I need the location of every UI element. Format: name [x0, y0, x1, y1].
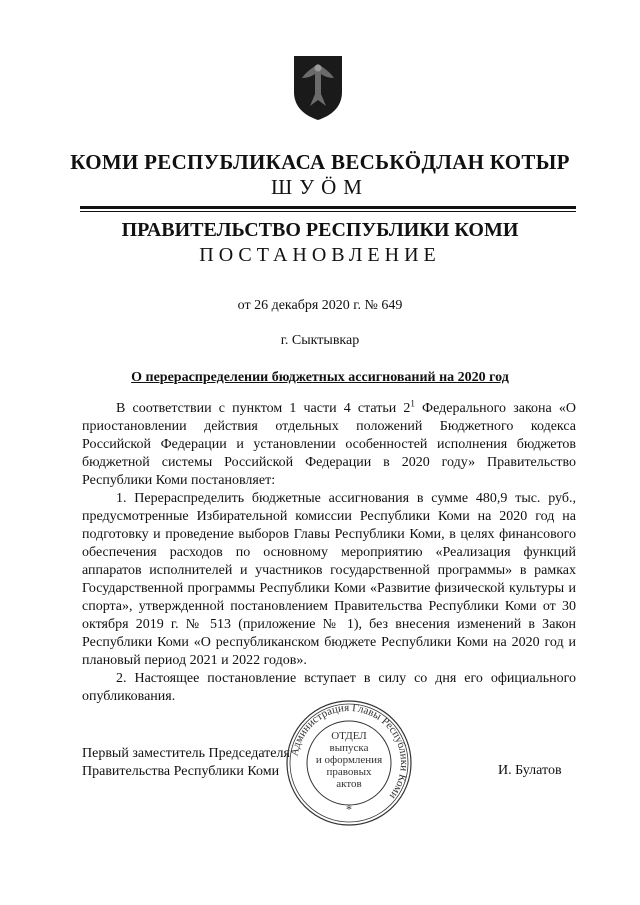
stamp-star-mark: *: [346, 802, 352, 816]
article-superscript: 1: [410, 398, 415, 409]
body-paragraph-preamble: В соответствии с пунктом 1 части 4 статьи $2^1$ Федерального закона «О приостановлении действия отдельных положений Бюджетного кодекса Российской Федерации и установлении особенностей исполнения бюджетов бюджетной системы Российской Федерации в 2020 году» Правительство Республики Коми постановляет:: [82, 398, 577, 488]
header-divider-thick: [80, 206, 576, 209]
document-subject: О перераспределении бюджетных ассигнований на 2020 год: [131, 370, 509, 385]
signatory-name: И. Булатов: [498, 763, 562, 778]
signatory-position: Первый заместитель Председателя Правительства Республики Коми: [82, 746, 290, 779]
stamp-center-line: и оформления: [315, 754, 383, 766]
document-dateline: от 26 декабря 2020 г. № 649: [237, 298, 403, 313]
body-paragraph-item-1: 1. Перераспределить бюджетные ассигнования в сумме 480,9 тыс. руб., предусмотренные Избирательной комиссии Республики Коми на 2020 год на подготовку и проведение выборов Главы Республики Коми, в целях финансового обеспечения расходов по основному мероприятию «Реализация функций аппаратов исполнителей и участников государственной программы» в рамках Государственной программы Республики Коми «Развитие физической культуры и спорта», утвержденной постановлением Правительства Республики Коми от 30 октября 2019 г. № 513 (приложение № 1), без внесения изменений в Закон Республики Коми «О республиканском бюджете Республики Коми на 2020 год и плановый период 2021 и 2022 годов».: [82, 491, 576, 668]
coat-of-arms-emblem: [290, 54, 346, 122]
document-body: [82, 400, 576, 706]
body-paragraph-item-2: 2. Настоящее постановление вступает в силу со дня его официального опубликования.: [82, 671, 576, 704]
header-divider-thin: [80, 211, 576, 212]
government-title: ПРАВИТЕЛЬСТВО РЕСПУБЛИКИ КОМИ: [121, 219, 519, 241]
stamp-center-line: выпуска: [329, 742, 369, 754]
official-stamp: [283, 697, 415, 829]
komi-government-title: КОМИ РЕСПУБЛИКАСА ВЕСЬКӦДЛАН КОТЫР: [70, 150, 570, 174]
komi-doc-type: ШУӦМ: [271, 175, 369, 199]
document-city: г. Сыктывкар: [280, 333, 360, 348]
stamp-center-line: правовых: [326, 766, 372, 778]
stamp-ring-text: Администрация Главы Республики Коми: [288, 701, 411, 802]
stamp-center-line: актов: [336, 778, 362, 790]
doc-type-title: ПОСТАНОВЛЕНИЕ: [199, 244, 441, 266]
stamp-center-line: ОТДЕЛ: [331, 730, 367, 742]
